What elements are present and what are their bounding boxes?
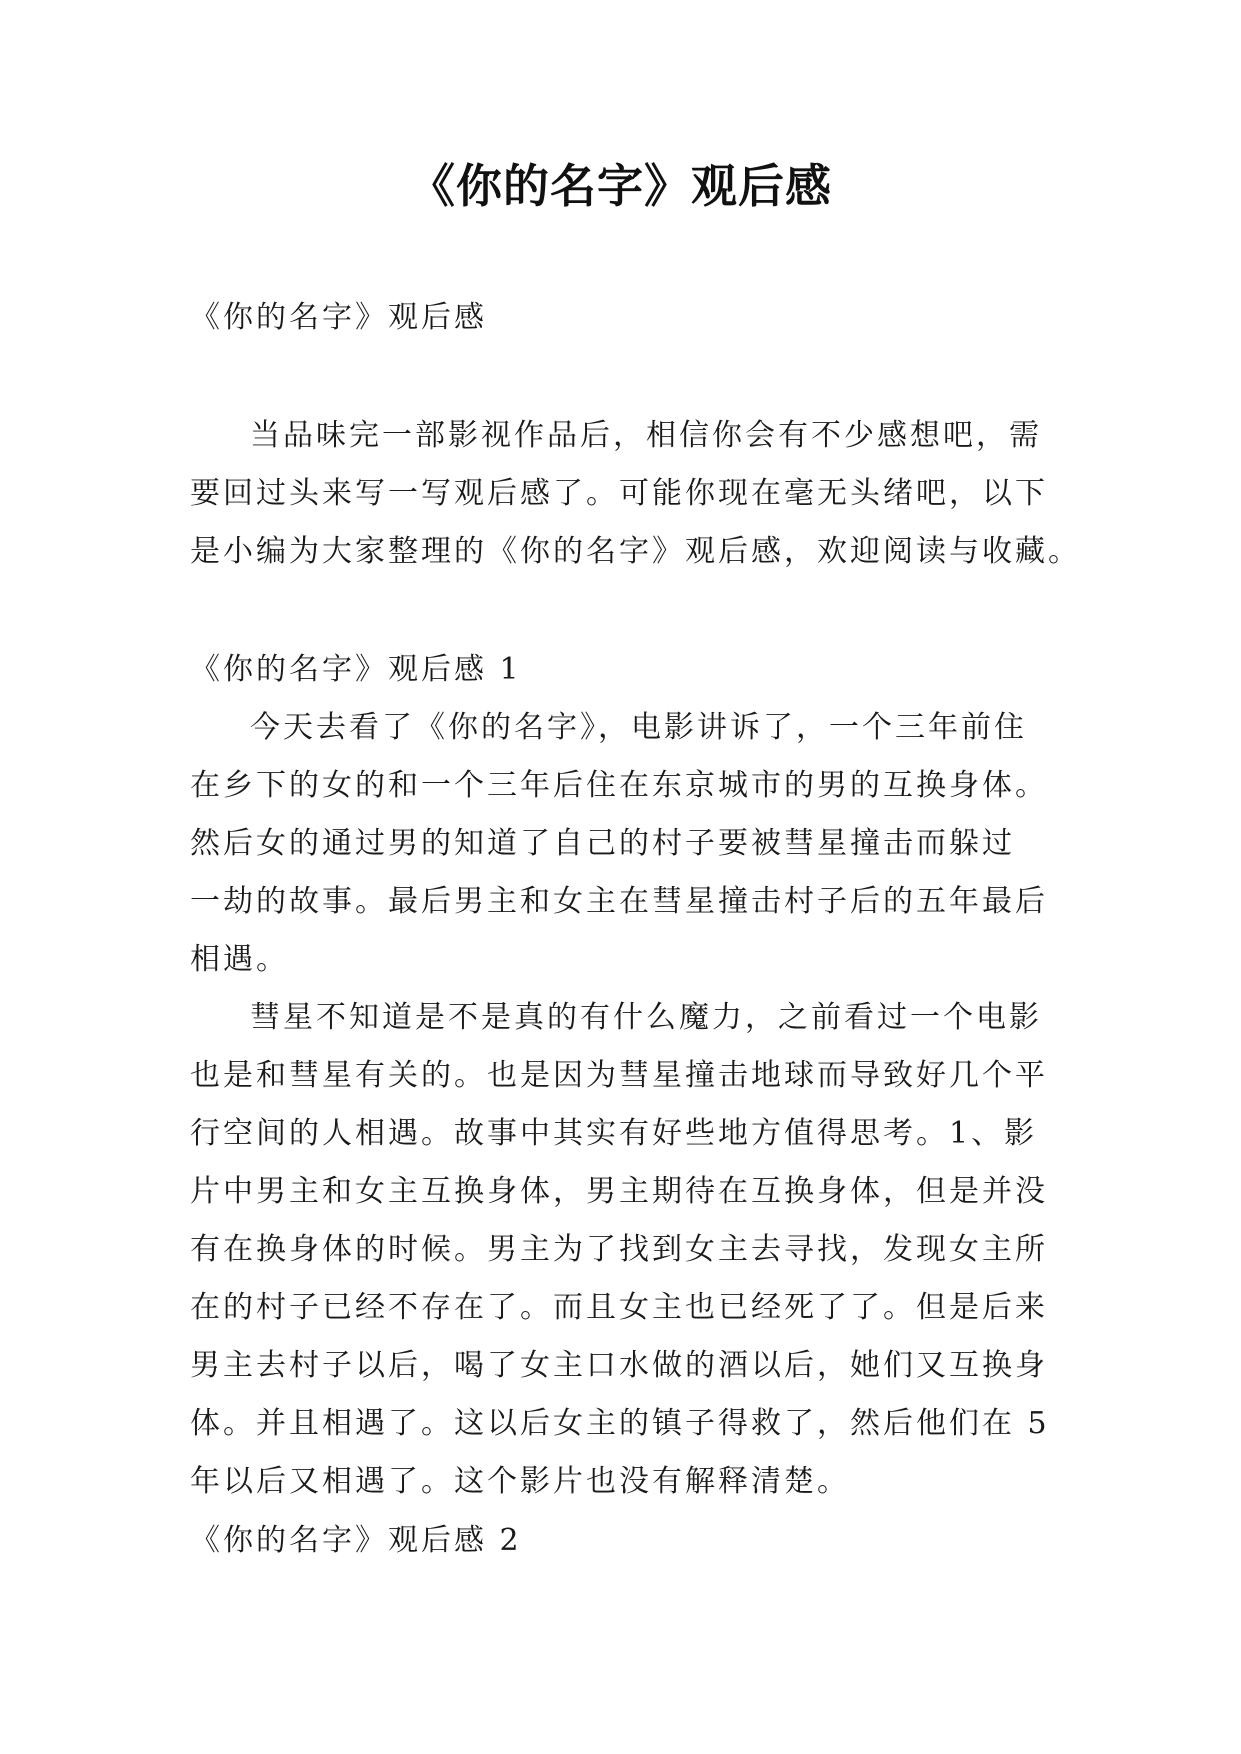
intro-line-2: 要回过头来写一写观后感了。可能你现在毫无头绪吧，以下 xyxy=(190,476,1048,511)
section-1-para-1-line-2: 在乡下的女的和一个三年后住在东京城市的男的互换身体。 xyxy=(190,768,1048,803)
section-1-para-1-line-3: 然后女的通过男的知道了自己的村子要被彗星撞击而躲过 xyxy=(190,826,1015,861)
intro-line-1: 当品味完一部影视作品后，相信你会有不少感想吧，需 xyxy=(250,418,1042,453)
section-1-para-2-line-4: 片中男主和女主互换身体，男主期待在互换身体，但是并没 xyxy=(190,1174,1048,1209)
section-1-para-1-line-5: 相遇。 xyxy=(190,942,289,977)
section-1-para-2-line-9: 年以后又相遇了。这个影片也没有解释清楚。 xyxy=(190,1464,850,1499)
section-1-para-2-line-6: 在的村子已经不存在了。而且女主也已经死了了。但是后来 xyxy=(190,1290,1048,1325)
section-1-para-2-line-5: 有在换身体的时候。男主为了找到女主去寻找，发现女主所 xyxy=(190,1232,1048,1267)
section-1-para-1-line-1: 今天去看了《你的名字》，电影讲诉了，一个三年前住 xyxy=(250,710,1027,745)
intro-line-3: 是小编为大家整理的《你的名字》观后感，欢迎阅读与收藏。 xyxy=(190,534,1081,569)
section-1-para-2-line-3: 行空间的人相遇。故事中其实有好些地方值得思考。1、影 xyxy=(190,1116,1038,1151)
section-1-para-1-line-4: 一劫的故事。最后男主和女主在彗星撞击村子后的五年最后 xyxy=(190,884,1048,919)
section-1-heading: 《你的名字》观后感 1 xyxy=(190,652,522,687)
document-subtitle: 《你的名字》观后感 xyxy=(190,300,487,335)
section-1-para-2-line-1: 彗星不知道是不是真的有什么魔力，之前看过一个电影 xyxy=(250,1000,1042,1035)
section-2-heading: 《你的名字》观后感 2 xyxy=(190,1523,522,1558)
section-1-para-2-line-8: 体。并且相遇了。这以后女主的镇子得救了，然后他们在 5 xyxy=(190,1406,1050,1441)
section-1-para-2-line-7: 男主去村子以后，喝了女主口水做的酒以后，她们又互换身 xyxy=(190,1348,1048,1383)
section-1-para-2-line-2: 也是和彗星有关的。也是因为彗星撞击地球而导致好几个平 xyxy=(190,1058,1048,1093)
page-title: 《你的名字》观后感 xyxy=(409,159,832,213)
